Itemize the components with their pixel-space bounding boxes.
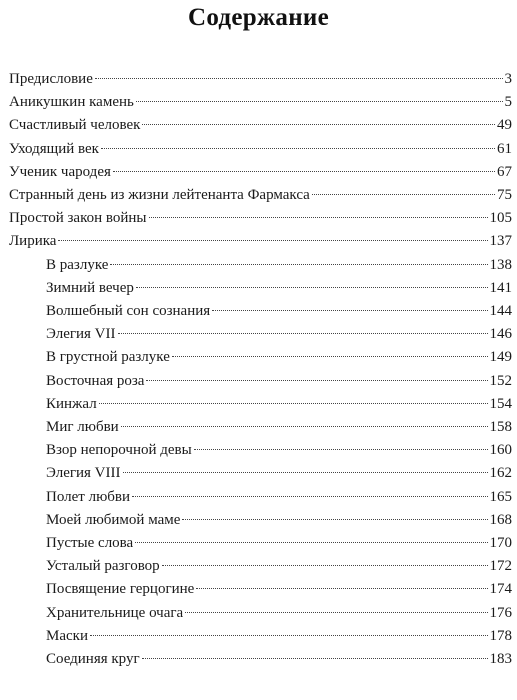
toc-entry-page-number: 149 [489,349,512,366]
toc-entry-page-number: 3 [504,71,512,87]
toc-entry-title: Восточная роза [46,372,145,389]
toc-entry[interactable] [46,323,512,345]
toc-entry-title: Миг любви [46,419,119,435]
toc-entry[interactable] [46,277,512,299]
toc-entry-page-number: 183 [489,651,512,667]
toc-entry-page-number: 170 [489,535,512,551]
dot-leader [142,124,495,125]
toc-entry[interactable] [9,138,512,160]
toc-entry-title: Пустые слова [46,535,134,551]
toc-entry-page-number: 75 [497,187,512,203]
toc-entry[interactable] [9,161,512,183]
toc-entry-title: Элегия VIII [46,465,121,482]
toc-entry-title: Лирика [9,233,57,250]
toc-entry[interactable] [46,462,512,484]
dot-leader [172,356,488,357]
toc-entry-page-number: 144 [489,303,512,319]
toc-entry[interactable] [46,300,512,322]
toc-entry-title: Усталый разговор [46,558,160,575]
toc-entry-page-number: 138 [489,256,512,273]
dot-leader [123,472,488,473]
dot-leader [142,658,488,659]
toc-entry-title: Посвящение герцогине [46,581,195,598]
toc-entry[interactable] [46,602,512,624]
toc-entry-page-number: 176 [489,604,512,621]
toc-entry[interactable] [46,555,512,577]
toc-entry[interactable] [46,393,512,415]
toc-entry[interactable] [9,184,512,206]
toc-entry-page-number: 168 [489,511,512,528]
toc-entry-title: Взор непорочной девы [46,442,192,459]
toc-entry-page-number: 152 [489,372,512,389]
toc-entry-title: Странный день из жизни лейтенанта Фармакса [9,187,310,203]
toc-entry[interactable] [9,114,512,136]
toc-entry-page-number: 162 [489,465,512,482]
toc-entry-page-number: 154 [489,395,512,412]
dot-leader [101,148,495,149]
toc-entry-page-number: 160 [489,442,512,459]
toc-entry[interactable] [9,68,512,90]
toc-entry-title: Волшебный сон сознания [46,303,211,319]
toc-entry-title: Полет любви [46,488,131,505]
toc-entry-page-number: 172 [489,558,512,575]
toc-entry-title: Хранительнице очага [46,604,184,621]
dot-leader [162,565,488,566]
toc-entry-page-number: 49 [497,117,512,134]
toc-entry[interactable] [46,416,512,438]
toc-entry-page-number: 178 [489,627,512,644]
toc-entry-page-number: 174 [489,581,512,598]
toc-entry-title: Простой закон войны [9,210,147,227]
toc-entry-title: Ученик чародея [9,163,111,180]
toc-entry-page-number: 141 [489,279,512,296]
dot-leader [58,240,487,241]
toc-entry[interactable] [46,346,512,368]
toc-entry[interactable] [46,625,512,647]
toc-entry-page-number: 67 [497,163,512,180]
dot-leader [312,194,495,195]
toc-entry-title: Элегия VII [46,326,116,343]
toc-entry[interactable] [46,648,512,670]
toc-entry[interactable] [46,486,512,508]
dot-leader [121,426,488,427]
dot-leader [212,310,487,311]
toc-entry-title: Моей любимой маме [46,511,181,528]
page-title: Содержание [187,4,329,31]
dot-leader [136,287,488,288]
toc-entry[interactable] [46,509,512,531]
dot-leader [185,612,487,613]
dot-leader [146,380,487,381]
dot-leader [136,101,503,102]
dot-leader [90,635,488,636]
toc-entry-page-number: 5 [504,94,512,111]
toc-entry-page-number: 61 [497,140,512,157]
dot-leader [135,542,487,543]
toc-entry-page-number: 146 [489,326,512,343]
toc-entry-page-number: 137 [489,233,512,250]
toc-entry[interactable] [46,578,512,600]
toc-entry-title: Зимний вечер [46,279,134,296]
toc-entry[interactable] [9,230,512,252]
dot-leader [196,588,487,589]
dot-leader [132,496,487,497]
toc-entry-title: Аникушкин камень [9,94,134,111]
toc-entry[interactable] [9,91,512,113]
dot-leader [118,333,488,334]
toc-entry[interactable] [46,254,512,276]
toc-entry-title: Предисловие [9,71,93,87]
dot-leader [113,171,495,172]
toc-entry-title: Соединяя круг [46,651,140,667]
dot-leader [182,519,487,520]
toc-entry-title: В разлуке [46,256,109,273]
toc-entry-title: Счастливый человек [9,117,141,134]
dot-leader [95,78,503,79]
toc-entry[interactable] [9,207,512,229]
toc-entry-title: Маски [46,627,88,644]
toc-entry-page-number: 165 [489,488,512,505]
toc-entry-title: В грустной разлуке [46,349,170,366]
dot-leader [149,217,488,218]
toc-entry[interactable] [46,439,512,461]
toc-entry-page-number: 105 [489,210,512,227]
toc-entry-title: Кинжал [46,395,97,412]
dot-leader [99,403,488,404]
toc-entry-page-number: 158 [489,419,512,435]
dot-leader [110,264,487,265]
dot-leader [194,449,488,450]
toc-entry-title: Уходящий век [9,140,99,157]
toc-entry[interactable] [46,370,512,392]
toc-entry[interactable] [46,532,512,554]
